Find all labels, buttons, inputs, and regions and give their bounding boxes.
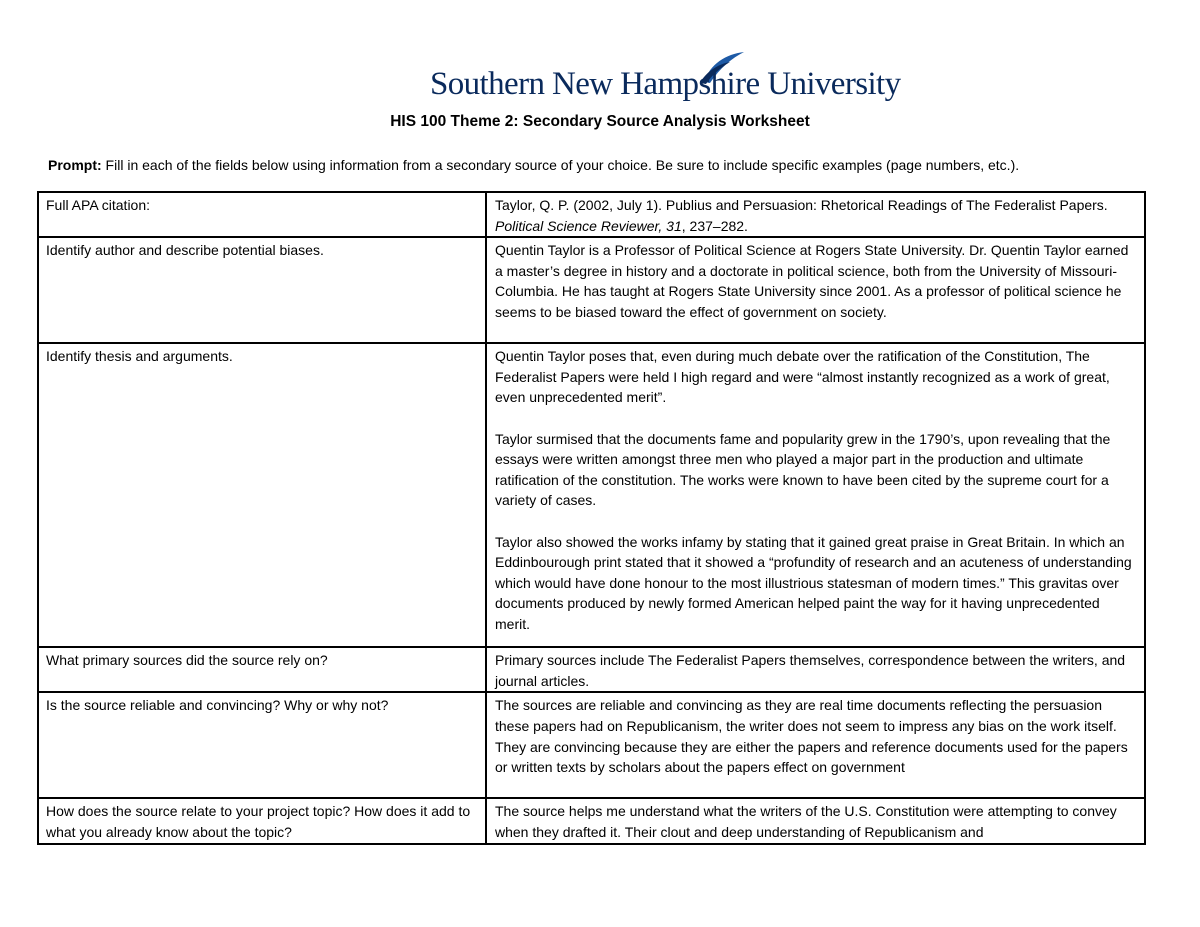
question-cell: What primary sources did the source rely on? <box>38 647 486 692</box>
table-row <box>38 192 1145 237</box>
answer-cell <box>486 192 1145 237</box>
question-cell: Identify author and describe potential biases. <box>38 237 486 343</box>
table-row <box>38 647 1145 692</box>
table-row <box>38 343 1145 647</box>
answer-paragraph: Taylor also showed the works infamy by stating that it gained great praise in Great Britain. In which an Eddinbourough print stated that it showed a “profundity of research and an acuteness of understanding which would have done honour to the most illustrious statesman of modern times.” This gravitas over documents produced by newly formed American helped paint the way for it having unprecedented merit. <box>495 533 1132 632</box>
prompt <box>48 155 1019 175</box>
question-cell: How does the source relate to your project topic? How does it add to what you already know about the topic? <box>38 798 486 843</box>
page-title: HIS 100 Theme 2: Secondary Source Analysis Worksheet <box>390 113 810 130</box>
answer-cell <box>486 798 1145 843</box>
table-row <box>38 692 1145 798</box>
answer-paragraph: Quentin Taylor poses that, even during much debate over the ratification of the Constitution, The Federalist Papers were held I high regard and were “almost instantly recognized as a work of great, even unprecedented merit”. <box>495 348 1110 406</box>
table-row <box>38 798 1145 843</box>
worksheet-table <box>37 191 1146 845</box>
answer-paragraph: Taylor surmised that the documents fame and popularity grew in the 1790’s, upon revealing that the essays were written amongst three men who played a major part in the production and ultimate ratification of the constitution. The works were known to have been cited by the supreme court for a variety of cases. <box>495 430 1111 509</box>
university-name: Southern New Hampshire University <box>430 66 901 102</box>
answer-cell: Primary sources include The Federalist Papers themselves, correspondence between the writers, and journal articles. <box>486 647 1145 692</box>
table-row <box>38 237 1145 343</box>
prompt-label: Prompt: <box>48 157 102 173</box>
answer-cell: Quentin Taylor is a Professor of Political Science at Rogers State University. Dr. Quentin Taylor earned a master’s degree in history and a doctorate in political science, both from the University of Missouri-Columbia. He has taught at Rogers State University since 2001. As a professor of political science he seems to be biased toward the effect of government on society. <box>486 237 1145 343</box>
answer-cell: The sources are reliable and convincing as they are real time documents reflecting the persuasion these papers had on Republicanism, the writer does not seem to impress any bias on the work itself. They are convincing because they are either the papers and reference documents used for the papers or written texts by scholars about the papers effect on government <box>486 692 1145 798</box>
question-cell: Identify thesis and arguments. <box>38 343 486 647</box>
prompt-text: Fill in each of the fields below using information from a secondary source of your choice. Be sure to include specific examples (page numbers, etc.). <box>101 157 1020 173</box>
answer-cell <box>486 343 1145 647</box>
citation-journal: Political Science Reviewer, 31 <box>495 217 682 234</box>
university-logo <box>430 50 901 106</box>
answer-text: The source helps me understand what the writers of the U.S. Constitution were attempting to convey when they drafted it. Their clout and deep understanding of Republicanism and <box>495 803 1117 840</box>
citation-pages: , 237–282. <box>681 217 748 234</box>
question-cell: Full APA citation: <box>38 192 486 237</box>
question-cell: Is the source reliable and convincing? Why or why not? <box>38 692 486 798</box>
citation-text: Taylor, Q. P. (2002, July 1). Publius and Persuasion: Rhetorical Readings of The Federalist Papers. <box>495 197 1108 213</box>
